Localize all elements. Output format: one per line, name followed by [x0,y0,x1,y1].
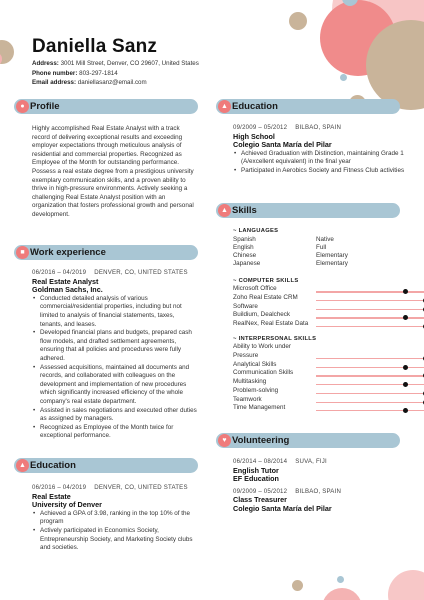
work-bullets [32,295,198,441]
language-name: Japanese [233,260,261,268]
skill-bar [316,375,424,376]
education-title: Real Estate [32,491,71,501]
language-name: Spanish [233,235,256,243]
profile-summary: Highly accomplished Real Estate Analyst with a track record of delivering exceptional results and exceeding employer expectations through meticulous analysis of residential and commercial properties. Recognized as Employee of the Month for outstanding performance. Possess a real estate degree from a prestigious university exemplary communication skills, and a proven ability to thrive in high-pressure environments. Actively seeking a challenging Real Estate Analyst position with an organization that fosters professional growth and personal development. [32,125,194,218]
decor-circle [0,40,14,64]
volunteering-org: EF Education [233,474,279,484]
skill-name: Multitasking [233,378,267,386]
phone-label: Phone number: [32,69,78,77]
education-right-location: BILBAO, SPAIN [295,124,342,131]
decor-circle [322,588,362,600]
list-item: • Recognized as Employee of the Month twice for exceptional performance. [32,424,198,441]
skill-bar [316,309,424,310]
volunteering-heading: Volunteering [232,435,290,446]
interpersonal-skills-list [233,343,405,413]
work-title: Real Estate Analyst [32,276,99,286]
languages-subheading: ~ LANGUAGES [233,228,279,234]
skill-bar [316,402,424,403]
skill-row [233,343,405,352]
list-item: • Achieved a GPA of 3.98, ranking in the top 10% of the program [32,510,198,527]
decor-circle [337,576,344,583]
list-item: • Developed financial plans and budgets, prepared cash flow models, and drafted settlement agreements, ensuring that all policies and procedures were fully adhered. [32,329,198,363]
skills-block [233,227,405,413]
skill-row [233,311,405,320]
skill-bar [316,358,424,359]
volunteering-location: BILBAO, SPAIN [295,487,342,495]
phone-value: 803-297-1814 [79,69,118,77]
skill-name: Software [233,302,258,310]
skill-row [233,352,405,361]
skill-row [233,378,405,387]
work-heading: Work experience [30,247,106,258]
education-section-header [14,458,198,473]
education-right-section-header [216,99,400,114]
decor-circle [289,12,307,30]
skill-row [233,285,405,294]
decor-circle [340,74,347,81]
skill-name: Microsoft Office [233,285,277,293]
language-level: Full [316,243,327,251]
skill-name: Analytical Skills [233,360,277,368]
work-entry [32,269,198,441]
skill-row [233,396,405,405]
work-company: Goldman Sachs, Inc. [32,285,103,295]
language-name: Chinese [233,252,257,260]
language-row [233,236,405,244]
education-bullets [32,510,198,553]
graduation-cap-icon: ▲ [218,100,231,113]
list-item: • Participated in Aerobics Society and Fitness Club activities [233,167,405,176]
language-name: English [233,243,254,251]
skill-row [233,369,405,378]
skill-name: RealNex, Real Estate Data [233,320,309,328]
tools-icon: ▲ [218,204,231,217]
profile-section-header [14,99,198,114]
volunteering-title: English Tutor [233,465,279,475]
skill-name: Problem-solving [233,386,279,394]
address-value: 3001 Mill Street, Denver, CO 29607, United States [60,60,199,67]
education-right-title: High School [233,131,275,141]
interpersonal-skills-subheading: ~ INTERPERSONAL SKILLS [233,335,317,342]
education-right-bullets [233,150,405,176]
decor-circle [292,580,303,591]
list-item: • Actively participated in Economics Society, Entrepreneurship Society, and Marketing Society clubs and societies. [32,527,198,553]
skill-name: Teamwork [233,395,262,403]
language-level: Elementary [316,260,348,268]
skill-row [233,361,405,370]
list-item: • Assisted in sales negotiations and executed other duties as assigned by managers. [32,407,198,424]
decor-circle [388,570,424,600]
language-level: Native [316,235,334,243]
education-school: University of Denver [32,500,102,510]
address-label: Address: [32,60,59,67]
language-row [233,252,405,260]
list-item: • Assessed acquisitions, maintained all documents and records, and collaborated with colleagues on the development and implementation of new procedures which significantly increased efficiency of the whole company's real estate department. [32,364,198,407]
language-level: Elementary [316,252,348,260]
skill-name: Time Management [233,404,286,412]
skill-name: Pressure [233,352,259,360]
graduation-cap-icon: ▲ [16,459,29,472]
skill-row [233,303,405,312]
education-right-school: Colegio Santa María del Pilar [233,140,332,150]
skill-row [233,404,405,413]
skill-name: Buildium, Dealcheck [233,311,291,319]
education-right-dates: 09/2009 – 05/2012 [233,124,288,131]
work-section-header [14,245,198,260]
skill-name: Zoho Real Estate CRM [233,294,298,302]
volunteering-org: Colegio Santa María del Pilar [233,503,332,513]
profile-heading: Profile [30,101,60,112]
skill-bar [316,300,424,301]
skill-name: Ability to Work under [233,343,291,351]
skill-row [233,320,405,329]
briefcase-icon: ■ [16,246,29,259]
volunteering-location: SUVA, FIJI [295,458,327,465]
work-dates: 06/2016 – 04/2019 [32,269,87,276]
email-value[interactable]: daniellasanz@email.com [77,79,147,86]
volunteering-dates: 06/2014 – 08/2014 [233,458,288,465]
skill-level-dot [403,408,408,413]
volunteering-section-header [216,433,400,448]
candidate-name: Daniella Sanz [32,36,158,57]
heart-icon: ♥ [218,434,231,447]
computer-skills-subheading: ~ COMPUTER SKILLS [233,277,299,284]
education-right-entry [233,124,405,176]
skill-row [233,387,405,396]
skill-bar [316,326,424,327]
contact-block [32,59,199,88]
list-item: • Conducted detailed analysis of various commercial/residential properties, including but not limited to analysis of financial statements, taxes, tenants, and leases. [32,295,198,329]
person-icon: ● [16,100,29,113]
skills-section-header [216,203,400,218]
skill-bar [316,393,424,394]
volunteering-item [233,488,405,514]
email-label: Email address: [32,79,77,86]
skill-name: Communication Skills [233,369,294,377]
skills-heading: Skills [232,205,257,216]
education-heading: Education [30,460,76,471]
volunteering-dates: 09/2009 – 05/2012 [233,487,288,495]
volunteering-list [233,458,405,514]
education-location: DENVER, CO, UNITED STATES [94,484,188,491]
education-entry [32,484,198,553]
work-location: DENVER, CO, UNITED STATES [94,269,188,276]
volunteering-title: Class Treasurer [233,495,287,505]
computer-skills-list [233,285,405,328]
language-row [233,244,405,252]
list-item: • Achieved Graduation with Distinction, maintaining Grade 1 (A/excellent equivalent) in the final year [233,150,405,167]
skill-row [233,294,405,303]
education-dates: 06/2016 – 04/2019 [32,484,87,491]
education-right-heading: Education [232,101,278,112]
volunteering-item [233,458,405,484]
language-row [233,260,405,268]
